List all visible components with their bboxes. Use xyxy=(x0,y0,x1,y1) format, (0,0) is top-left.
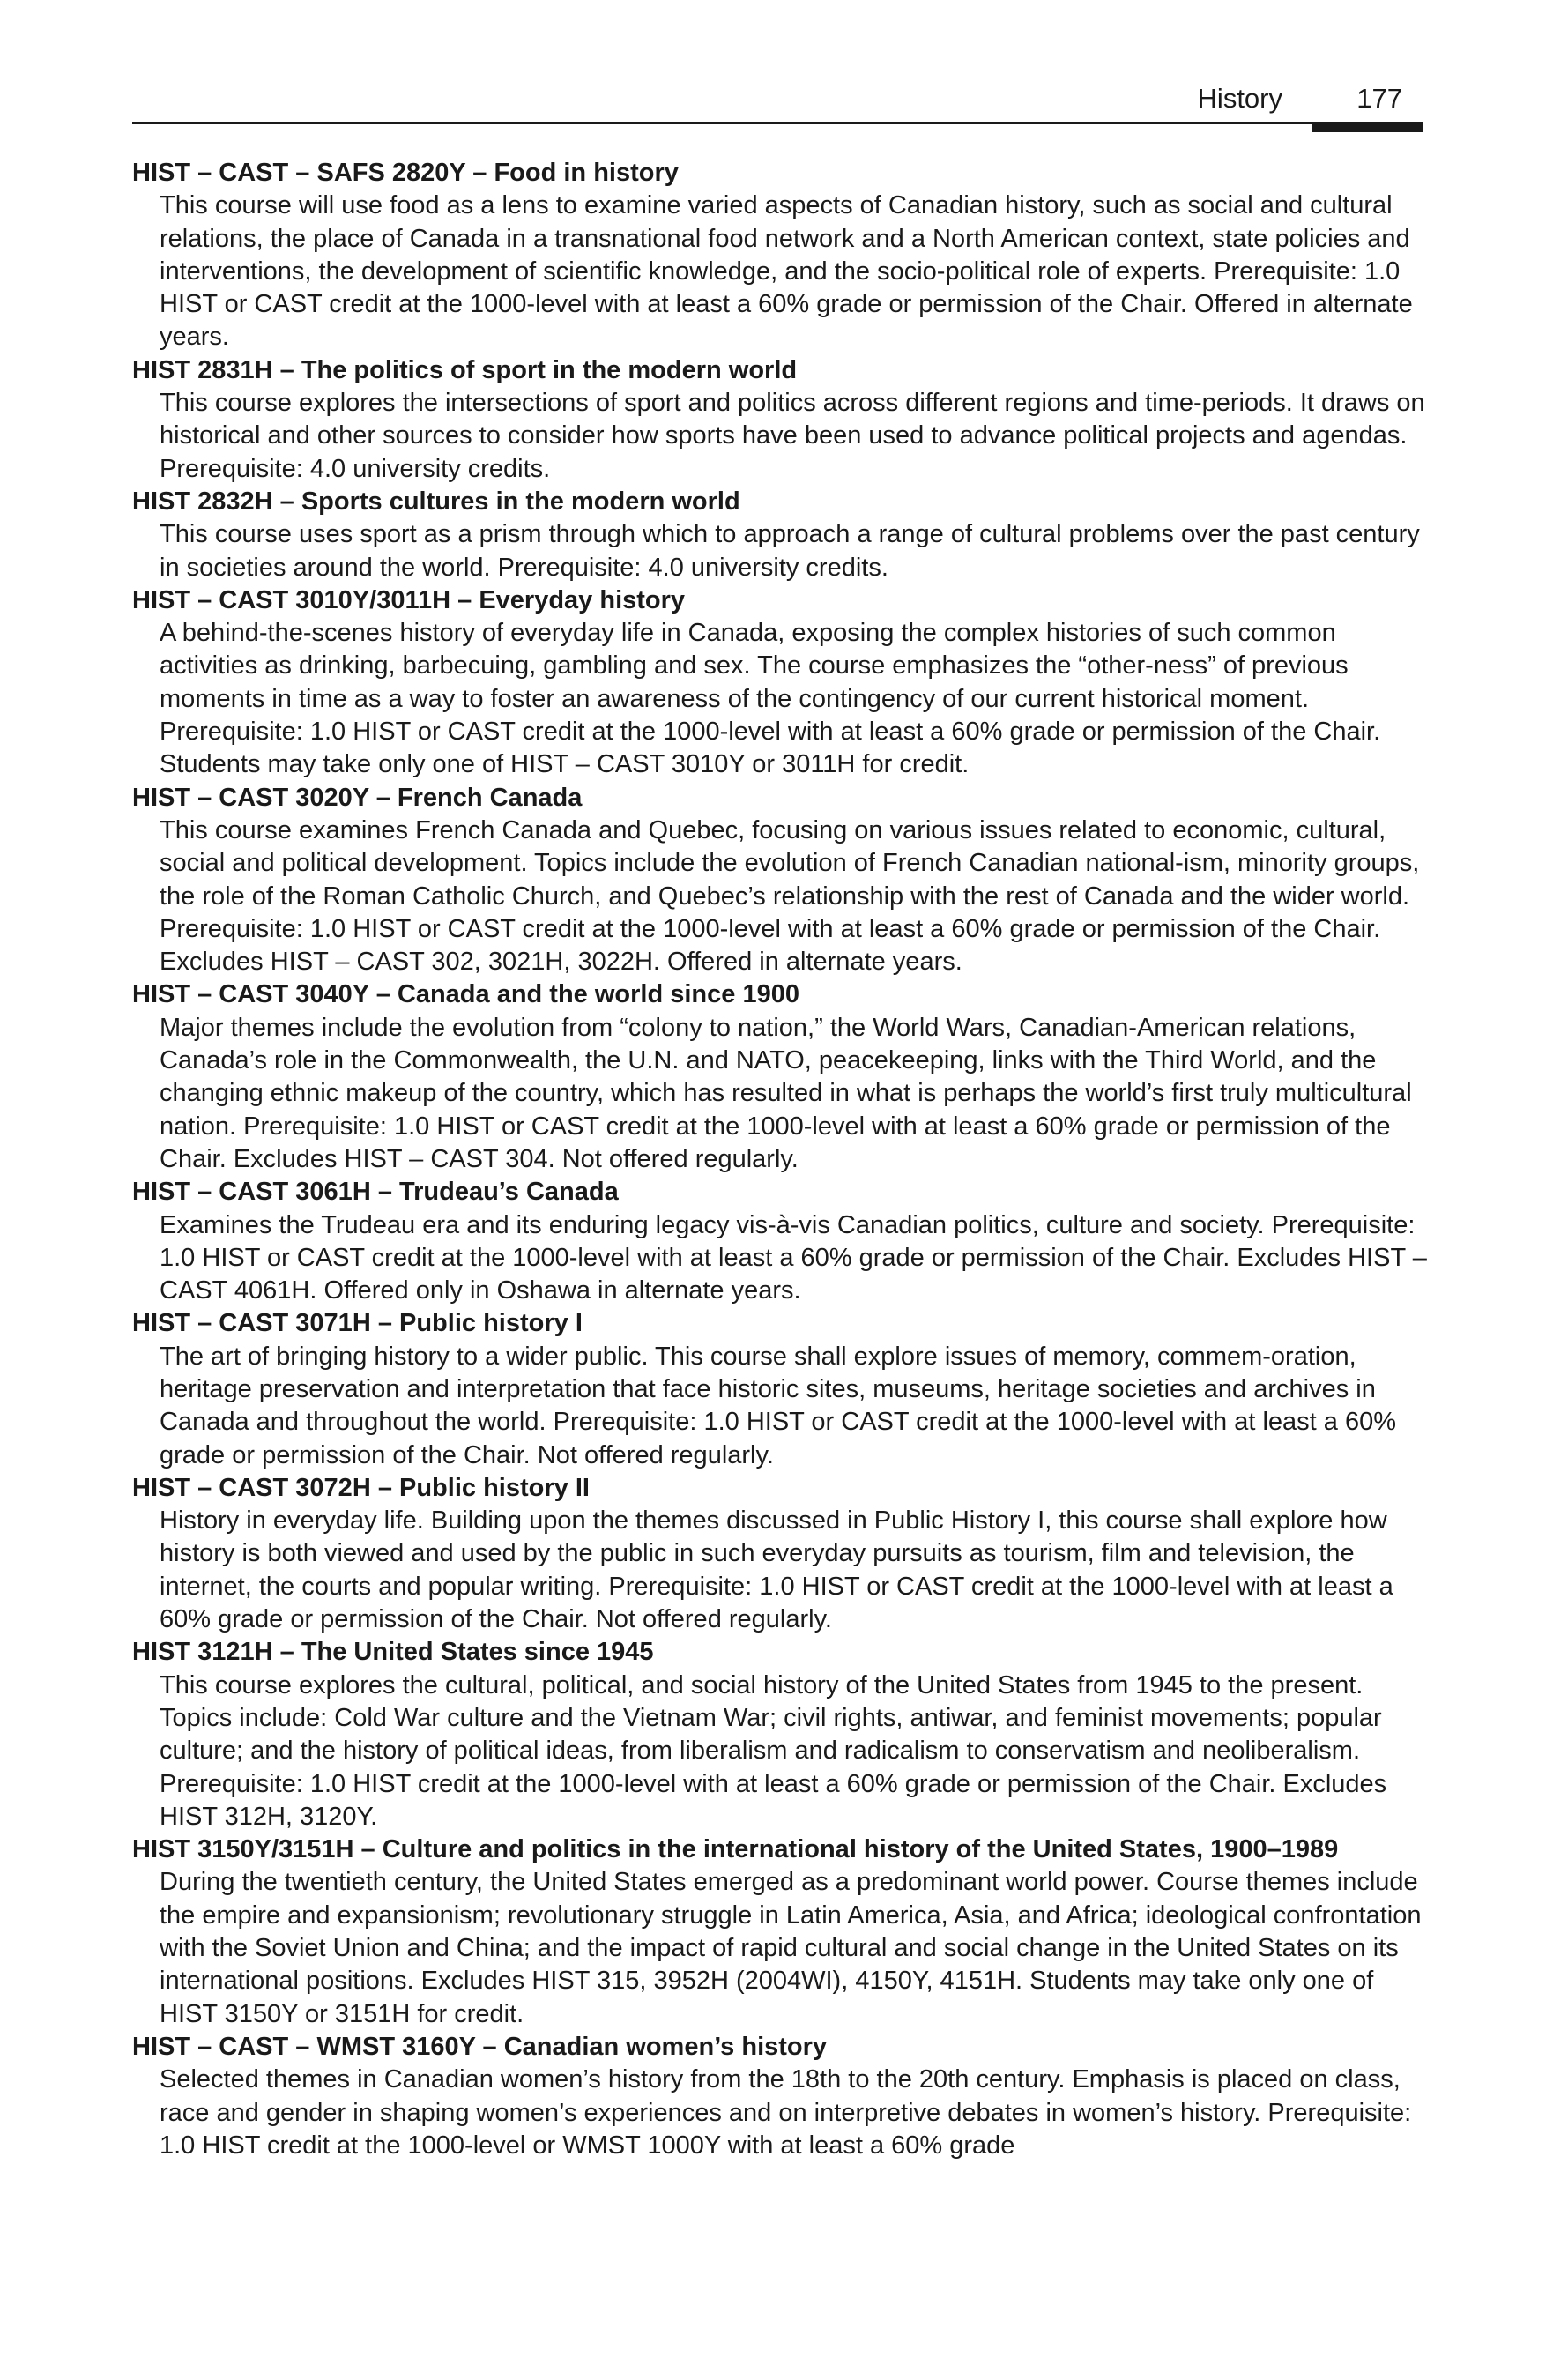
course-description: This course explores the cultural, political, and social history of the United States from 1945 to the present. Topics include: Cold War culture and the Vietnam War; civil rights, antiwar, and feminist movements; popular culture; and the history of political ideas, from liberalism and radicalism to conservatism and neoliberalism. Prerequisite: 1.0 HIST credit at the 1000-level with at least a 60% grade or permission of the Chair. Excludes HIST 312H, 3120Y. xyxy=(160,1670,1387,1831)
course-description: During the twentieth century, the United States emerged as a predominant world power. Course themes include the empire and expansionism; revolutionary struggle in Latin America, Asia, and Africa; ideological confrontation with the Soviet Union and China; and the impact of rapid cultural and social change in the United States on its international positions. Excludes HIST 315, 3952H (2004WI), 4150Y, 4151H. Students may take only one of HIST 3150Y or 3151H for credit. xyxy=(160,1868,1422,2028)
course-title: HIST – CAST 3020Y – French Canada xyxy=(132,783,583,812)
course-description: This course uses sport as a prism through which to approach a range of cultural problems over the past century in societies around the world. Prerequisite: 4.0 university credits. xyxy=(160,520,1420,582)
running-title: History xyxy=(1197,83,1282,114)
course-title: HIST 3121H – The United States since 1945 xyxy=(132,1638,654,1667)
course-description: This course explores the intersections of sport and politics across different regions and time-periods. It draws on historical and other sources to consider how sports have been used to advance political projects and agendas. Prerequisite: 4.0 university credits. xyxy=(160,389,1425,483)
course-title: HIST – CAST 3010Y/3011H – Everyday history xyxy=(132,585,686,614)
course-title: HIST 2832H – Sports cultures in the modern world xyxy=(132,487,740,516)
course-list xyxy=(132,157,1428,2162)
course-description: This course examines French Canada and Quebec, focusing on various issues related to economic, cultural, social and political development. Topics include the evolution of French Canadian national-ism, minority groups, the role of the Roman Catholic Church, and Quebec’s relationship with the rest of Canada and the wider world. Prerequisite: 1.0 HIST or CAST credit at the 1000-level with at least a 60% grade or permission of the Chair. Excludes HIST – CAST 302, 3021H, 3022H. Offered in alternate years. xyxy=(160,815,1420,977)
course-entry xyxy=(132,486,1428,584)
page-header xyxy=(132,78,1423,132)
course-description: Major themes include the evolution from “colony to nation,” the World Wars, Canadian-American relations, Canada’s role in the Commonwealth, the U.N. and NATO, peacekeeping, links with the Third World, and the changing ethnic makeup of the country, which has resulted in what is perhaps the world’s first truly multicultural nation. Prerequisite: 1.0 HIST or CAST credit at the 1000-level with at least a 60% grade or permission of the Chair. Excludes HIST – CAST 304. Not offered regularly. xyxy=(160,1013,1412,1173)
course-description: A behind-the-scenes history of everyday life in Canada, exposing the complex histories of such common activities as drinking, barbecuing, gambling and sex. The course emphasizes the “other-ness” of previous moments in time as a way to foster an awareness of the contingency of our current historical moment. Prerequisite: 1.0 HIST or CAST credit at the 1000-level with at least a 60% grade or permission of the Chair. Students may take only one of HIST – CAST 3010Y or 3011H for credit. xyxy=(160,619,1381,779)
course-entry xyxy=(132,1176,1428,1307)
course-title: HIST – CAST 3072H – Public history II xyxy=(132,1473,590,1502)
course-description: Selected themes in Canadian women’s history from the 18th to the 20th century. Emphasis is placed on class, race and gender in shaping women’s experiences and on interpretive debates in women’s history. Prerequisite: 1.0 HIST credit at the 1000-level or WMST 1000Y with at least a 60% grade xyxy=(160,2065,1412,2160)
course-description: The art of bringing history to a wider public. This course shall explore issues of memory, commem-oration, heritage preservation and interpretation that face historic sites, museums, heritage societies and archives in Canada and throughout the world. Prerequisite: 1.0 HIST or CAST credit at the 1000-level with at least a 60% grade or permission of the Chair. Not offered regularly. xyxy=(160,1342,1397,1469)
header-tab-marker xyxy=(1312,122,1423,132)
course-entry xyxy=(132,1636,1428,1833)
course-entry xyxy=(132,978,1428,1176)
course-title: HIST – CAST 3040Y – Canada and the world since 1900 xyxy=(132,980,799,1009)
course-title: HIST – CAST 3061H – Trudeau’s Canada xyxy=(132,1178,619,1207)
header-rule xyxy=(132,122,1423,124)
course-title: HIST – CAST 3071H – Public history I xyxy=(132,1309,583,1338)
course-title: HIST 3150Y/3151H – Culture and politics in the international history of the United States, 1900–1989 xyxy=(132,1835,1339,1864)
course-description: History in everyday life. Building upon the themes discussed in Public History I, this course shall explore how history is both viewed and used by the public in such everyday pursuits as tourism, film and television, the internet, the courts and popular writing. Prerequisite: 1.0 HIST or CAST credit at the 1000-level with at least a 60% grade or permission of the Chair. Not offered regularly. xyxy=(160,1506,1393,1634)
course-entry xyxy=(132,1472,1428,1636)
course-entry xyxy=(132,157,1428,354)
course-description: This course will use food as a lens to examine varied aspects of Canadian history, such as social and cultural relations, the place of Canada in a transnational food network and a North American context, state policies and interventions, the development of scientific knowledge, and the socio-political role of experts. Prerequisite: 1.0 HIST or CAST credit at the 1000-level with at least a 60% grade or permission of the Chair. Offered in alternate years. xyxy=(160,191,1413,352)
course-entry xyxy=(132,354,1428,486)
course-entry xyxy=(132,782,1428,979)
course-entry xyxy=(132,584,1428,782)
course-entry xyxy=(132,1833,1428,2031)
page-number: 177 xyxy=(1356,83,1402,114)
course-title: HIST – CAST – SAFS 2820Y – Food in history xyxy=(132,159,679,187)
course-description: Examines the Trudeau era and its enduring legacy vis-à-vis Canadian politics, culture and society. Prerequisite: 1.0 HIST or CAST credit at the 1000-level with at least a 60% grade or permission of the Chair. Excludes HIST – CAST 4061H. Offered only in Oshawa in alternate years. xyxy=(160,1210,1427,1305)
course-entry xyxy=(132,2031,1428,2162)
course-title: HIST 2831H – The politics of sport in the modern world xyxy=(132,355,798,384)
course-entry xyxy=(132,1307,1428,1471)
course-title: HIST – CAST – WMST 3160Y – Canadian women’s history xyxy=(132,2032,828,2061)
